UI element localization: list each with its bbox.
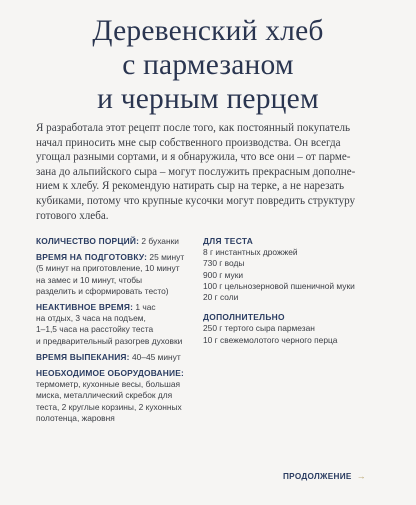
ingredient-item: 250 г тертого сыра пармезан [203, 323, 315, 334]
prep-time-value: 25 минут [149, 252, 185, 263]
ingredients-column [203, 236, 383, 346]
intro-line: кубиками, потому что крупные кусочки могут повредить структуру [36, 194, 356, 207]
bake-time-label: ВРЕМЯ ВЫПЕКАНИЯ: [36, 351, 130, 362]
portions-value: 2 буханки [141, 236, 179, 246]
equipment-line: термометр, кухонные весы, большая [36, 379, 181, 390]
recipe-info-column [36, 236, 206, 424]
bake-time-value: 40–45 минут [131, 351, 181, 362]
inactive-time-row [36, 302, 206, 313]
intro-line: угощал разными сортами, и я обнаружила, что все они – от парме- [36, 151, 351, 164]
intro-line: нием к хлебу. Я рекомендую натирать сыр на терке, а не нарезать [36, 180, 345, 193]
continue-link[interactable] [283, 471, 366, 481]
equipment-label: НЕОБХОДИМОЕ ОБОРУДОВАНИЕ: [36, 368, 185, 379]
prep-time-label: ВРЕМЯ НА ПОДГОТОВКУ: [36, 252, 148, 263]
continue-label: ПРОДОЛЖЕНИЕ [283, 472, 352, 481]
title-line-2: с пармезаном [122, 49, 294, 81]
prep-time-detail: разделить и сформировать тесто) [36, 285, 169, 296]
arrow-right-icon: → [356, 471, 366, 481]
recipe-title [0, 14, 416, 116]
inactive-time-detail: и предварительный разогрев духовки [36, 335, 183, 346]
intro-line: Я разработала этот рецепт после того, как постоянный покупатель [36, 122, 351, 134]
ingredient-item: 900 г муки [203, 269, 244, 280]
intro-line: готового хлеба. [36, 209, 109, 222]
prep-time-detail: на замес и 10 минут, чтобы [36, 274, 143, 285]
extra-heading: ДОПОЛНИТЕЛЬНО [203, 312, 285, 323]
inactive-time-detail: на отдых, 3 часа на подъем, [36, 313, 146, 324]
prep-time-row [36, 252, 206, 263]
equipment-line: миска, металлический скребок для [36, 390, 173, 401]
ingredient-item: 730 г воды [203, 258, 245, 269]
intro-paragraph [36, 121, 392, 223]
inactive-time-detail: 1–1,5 часа на расстойку теста [36, 324, 154, 335]
equipment-line: полотенца, жаровня [36, 412, 115, 423]
portions-row [36, 236, 206, 247]
ingredient-item: 100 г цельнозерновой пшеничной муки [203, 280, 355, 291]
intro-line: начал приносить мне сыр собственного производства. Он всегда [36, 136, 341, 149]
bake-time-row [36, 352, 206, 363]
prep-time-detail: (5 минут на приготовление, 10 минут [36, 263, 180, 274]
dough-heading: ДЛЯ ТЕСТА [203, 236, 254, 246]
inactive-time-value: 1 час [135, 302, 156, 313]
inactive-time-label: НЕАКТИВНОЕ ВРЕМЯ: [36, 302, 134, 313]
equipment-line: теста, 2 круглые корзины, 2 кухонных [36, 401, 182, 412]
ingredient-item: 20 г соли [203, 292, 239, 303]
ingredient-item: 10 г свежемолотого черного перца [203, 334, 338, 345]
ingredient-item: 8 г инстантных дрожжей [203, 247, 298, 258]
title-line-3: и черным перцем [97, 83, 319, 115]
portions-label: КОЛИЧЕСТВО ПОРЦИЙ: [36, 236, 140, 246]
title-line-1: Деревенский хлеб [92, 15, 324, 47]
intro-line: зана до альпийского сыра – могут послужить прекрасным дополне- [36, 165, 356, 178]
